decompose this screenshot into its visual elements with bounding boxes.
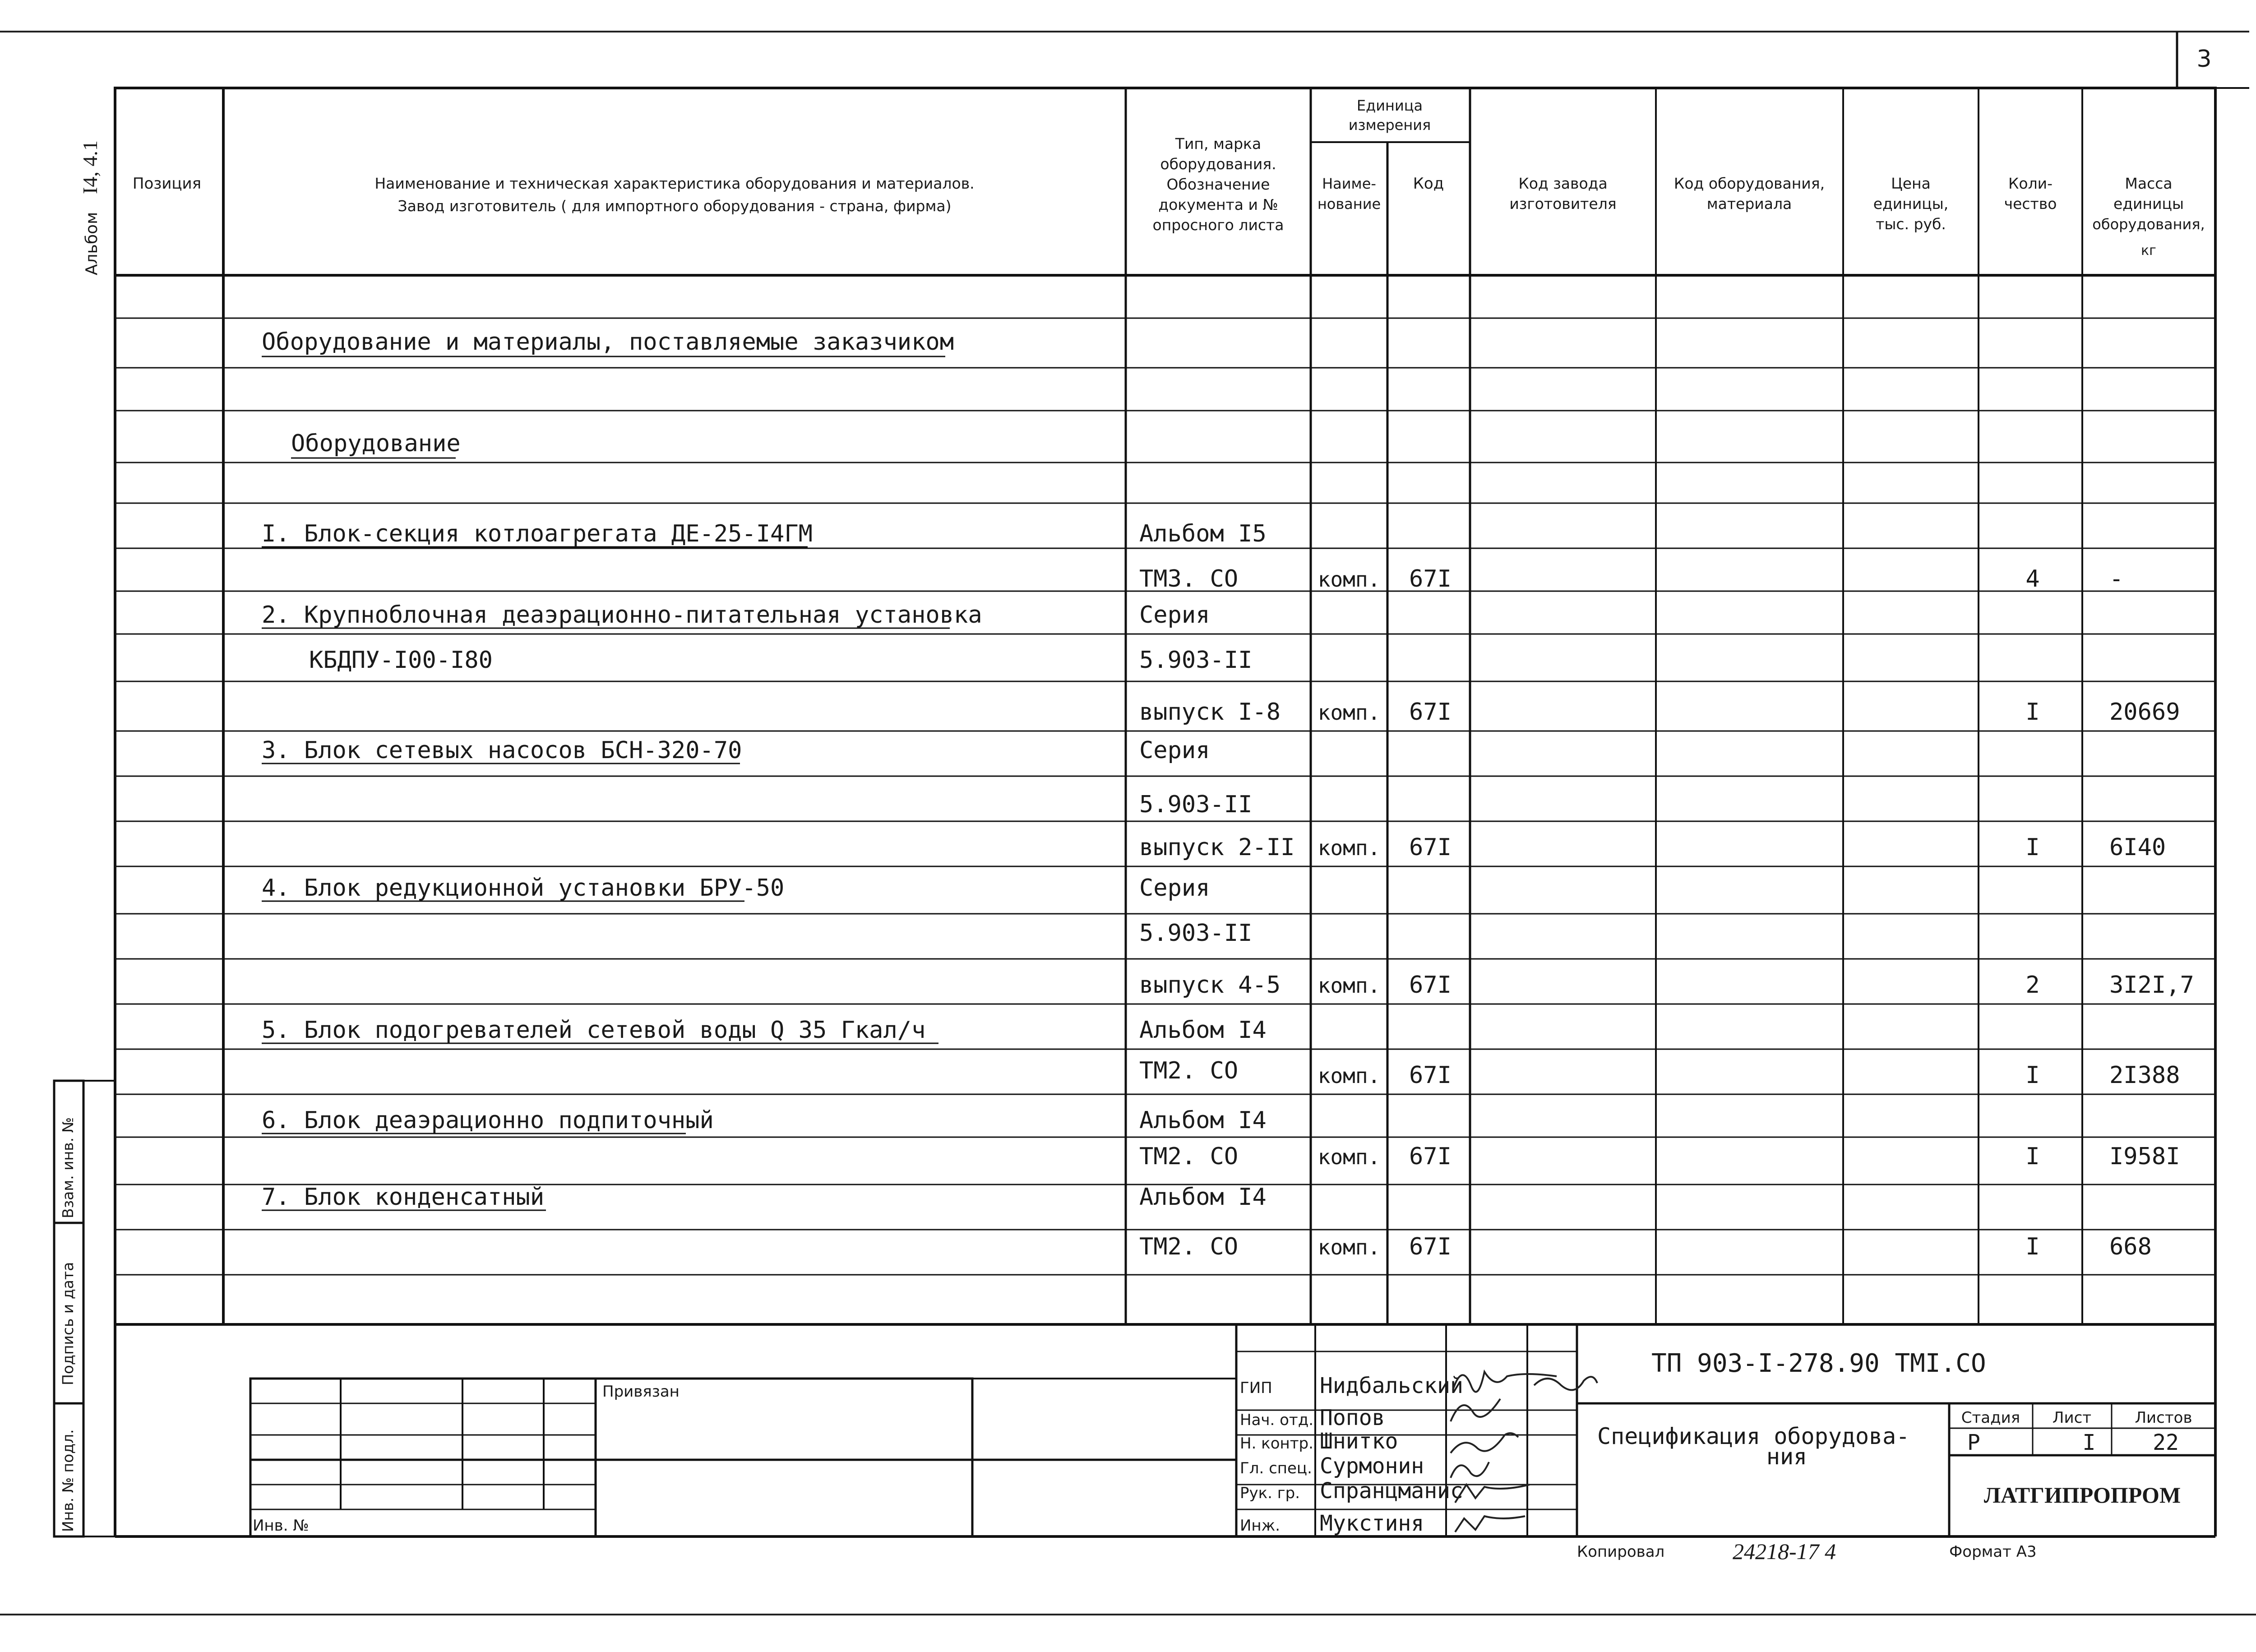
item-type: Альбом I4 [1139, 1017, 1267, 1044]
item-unit: комп. [1318, 1235, 1381, 1259]
col-type-header-line2: оборудования. [1160, 155, 1276, 173]
item-type: ТМ2. СО [1139, 1057, 1239, 1084]
item-name: 2. Крупноблочная деаэрационно-питательная установка [262, 602, 982, 629]
col-unit-header-line2: измерения [1348, 116, 1431, 134]
item-mass: I958I [2109, 1143, 2180, 1170]
item-type: Серия [1139, 602, 1210, 629]
col-plant-code-header-line1: Код завода [1518, 175, 1608, 192]
item-type: Альбом I5 [1139, 520, 1267, 547]
col-type-header-line5: опросного листа [1152, 216, 1284, 234]
item-qty: I [2025, 1143, 2040, 1170]
col-name-header-line1: Наименование и техническая характеристика оборудования и материалов. [374, 175, 975, 192]
role-person: Нидбальский [1320, 1373, 1463, 1398]
col-name-header-line2: Завод изготовитель ( для импортного оборудования - страна, фирма) [398, 197, 952, 215]
copy-number: 24218-17 4 [1733, 1539, 1836, 1564]
item-qty: 4 [2025, 565, 2040, 592]
subsection-title: Оборудование [291, 430, 461, 457]
album-label: Альбом [83, 212, 101, 275]
col-price-header-line2: единицы, [1873, 195, 1949, 213]
item-mass: - [2109, 565, 2124, 592]
col-mass-header-line4: кг [2141, 243, 2156, 259]
col-type-header-line1: Тип, марка [1175, 135, 1262, 153]
item-mass: 668 [2109, 1233, 2152, 1260]
col-price-header-line1: Цена [1891, 175, 1931, 192]
doc-code: ТП 903-I-278.90 ТМI.СО [1651, 1349, 1986, 1378]
role-person: Попов [1320, 1405, 1385, 1430]
format-label: Формат А3 [1949, 1543, 2037, 1561]
item-unit: комп. [1318, 1064, 1381, 1088]
item-name: 4. Блок редукционной установки БРУ-50 [262, 875, 785, 902]
copied-by-label: Копировал [1577, 1543, 1665, 1561]
role-label: ГИП [1240, 1379, 1272, 1397]
role-label: Рук. гр. [1240, 1484, 1300, 1502]
role-person: Спранцманис [1320, 1478, 1463, 1504]
col-unit-code-header: Код [1413, 175, 1444, 193]
role-person: Мукстиня [1320, 1511, 1424, 1536]
item-type: Серия [1139, 737, 1210, 764]
privyazan-label: Привязан [602, 1383, 680, 1401]
role-person: Шнитко [1320, 1429, 1398, 1454]
item-name: I. Блок-секция котлоагрегата ДЕ-25-I4ГМ [262, 520, 813, 547]
item-type: выпуск I-8 [1139, 699, 1281, 726]
side-stamp-inv-podl: Инв. № подл. [59, 1429, 77, 1532]
sheet-number: 3 [2196, 46, 2212, 73]
role-label: Н. контр. [1240, 1435, 1313, 1453]
item-mass: 20669 [2109, 699, 2180, 726]
col-type-header-line3: Обозначение [1166, 176, 1270, 193]
side-stamp-podpis-data: Подпись и дата [59, 1262, 77, 1385]
item-qty: I [2025, 1062, 2040, 1089]
item-type: 5.903-II [1139, 791, 1253, 818]
item-mass: 3I2I,7 [2109, 972, 2194, 999]
item-name: КБДПУ-I00-I80 [309, 647, 493, 674]
role-person: Сурмонин [1320, 1453, 1424, 1479]
item-type: 5.903-II [1139, 647, 1253, 674]
item-code: 67I [1409, 1143, 1452, 1170]
role-label: Нач. отд. [1240, 1411, 1314, 1429]
item-code: 67I [1409, 1233, 1452, 1260]
sheets-value: 22 [2153, 1430, 2179, 1455]
item-name: 7. Блок конденсатный [262, 1184, 545, 1211]
col-unit-header-line1: Единица [1356, 97, 1423, 114]
album-number: I4, 4.1 [79, 140, 102, 194]
item-qty: 2 [2025, 972, 2040, 999]
item-code: 67I [1409, 1062, 1452, 1089]
doc-title-line1: Спецификация оборудова- [1597, 1423, 1910, 1449]
item-type: Альбом I4 [1139, 1107, 1267, 1134]
role-label: Гл. спец. [1240, 1459, 1312, 1477]
inv-no-label: Инв. № [253, 1517, 309, 1535]
col-mass-header-line3: оборудования, [2092, 216, 2205, 233]
item-name: 5. Блок подогревателей сетевой воды Q 35 Гкал/ч [262, 1017, 926, 1044]
item-code: 67I [1409, 565, 1452, 592]
item-name: 6. Блок деаэрационно подпиточный [262, 1107, 714, 1134]
item-code: 67I [1409, 972, 1452, 999]
doc-title-line2: ния [1766, 1444, 1808, 1470]
item-qty: I [2025, 834, 2040, 861]
item-qty: I [2025, 699, 2040, 726]
col-equip-code-header-line1: Код оборудования, [1674, 175, 1825, 192]
item-unit: комп. [1318, 973, 1381, 998]
item-type: Альбом I4 [1139, 1184, 1267, 1211]
item-code: 67I [1409, 834, 1452, 861]
col-position-header: Позиция [132, 175, 202, 193]
col-qty-header-line1: Коли- [2008, 175, 2053, 192]
item-type: ТМ2. СО [1139, 1233, 1239, 1260]
item-unit: комп. [1318, 567, 1381, 592]
item-type: ТМЗ. СО [1139, 565, 1239, 592]
item-type: выпуск 2-II [1139, 834, 1295, 861]
stage-label: Стадия [1961, 1409, 2020, 1427]
item-mass: 2I388 [2109, 1062, 2180, 1089]
col-type-header-line4: документа и № [1158, 196, 1278, 213]
item-unit: комп. [1318, 1145, 1381, 1169]
role-label: Инж. [1240, 1517, 1281, 1535]
sheets-label: Листов [2135, 1409, 2192, 1427]
sheet-value: I [2082, 1430, 2096, 1455]
item-unit: комп. [1318, 700, 1381, 725]
sheet-label: Лист [2052, 1409, 2092, 1427]
item-qty: I [2025, 1233, 2040, 1260]
col-unit-name-header-line2: нование [1317, 195, 1381, 213]
item-mass: 6I40 [2109, 834, 2166, 861]
col-unit-name-header-line1: Наиме- [1322, 175, 1376, 192]
col-mass-header-line1: Масса [2125, 175, 2173, 192]
col-qty-header-line2: чество [2004, 195, 2057, 213]
col-price-header-line3: тыс. руб. [1876, 215, 1946, 233]
item-name: 3. Блок сетевых насосов БСН-320-70 [262, 737, 742, 764]
item-type: 5.903-II [1139, 920, 1253, 947]
item-type: выпуск 4-5 [1139, 972, 1281, 999]
section-title: Оборудование и материалы, поставляемые заказчиком [262, 329, 954, 356]
item-type: Серия [1139, 875, 1210, 902]
col-mass-header-line2: единицы [2113, 195, 2184, 213]
organization-name: ЛАТГИПРОПРОМ [1983, 1482, 2181, 1508]
col-plant-code-header-line2: изготовителя [1509, 195, 1617, 213]
item-type: ТМ2. СО [1139, 1143, 1239, 1170]
item-code: 67I [1409, 699, 1452, 726]
stage-value: Р [1967, 1430, 1980, 1455]
col-equip-code-header-line2: материала [1706, 195, 1792, 213]
item-unit: комп. [1318, 836, 1381, 860]
side-stamp-vzam-inv: Взам. инв. № [59, 1117, 77, 1218]
